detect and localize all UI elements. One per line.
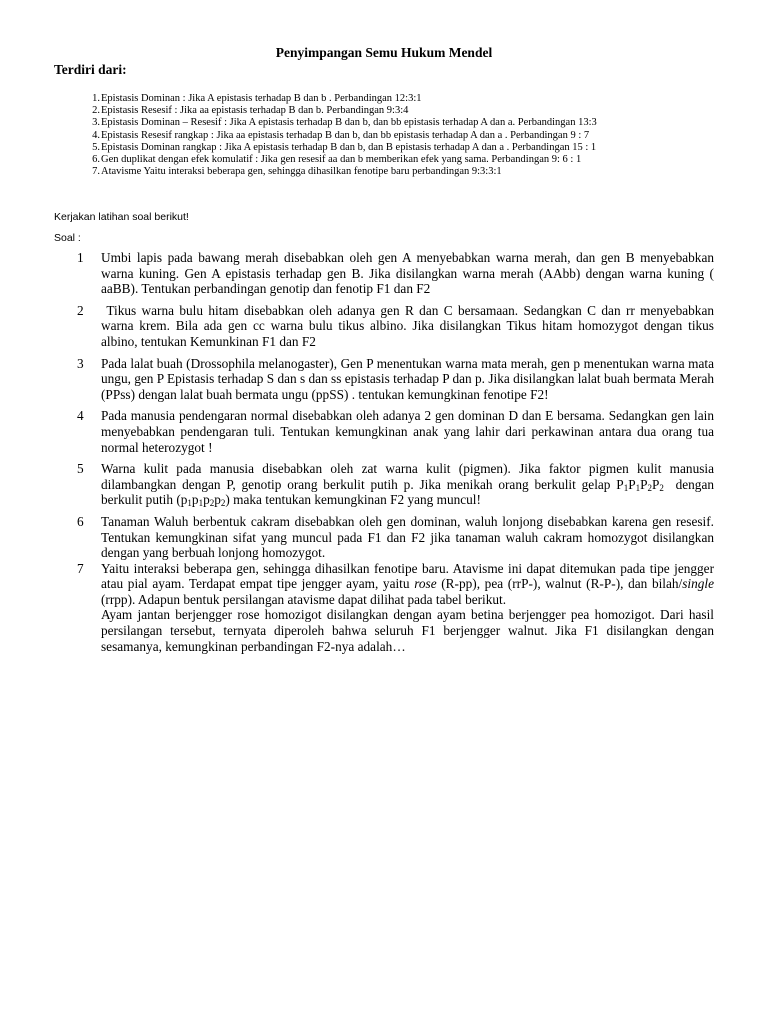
- list-item: 4. Epistasis Resesif rangkap : Jika aa epistasis terhadap B dan b, dan bb epistasis terhadap A dan a . Perbandingan 9 : 7: [54, 130, 714, 142]
- question-text: Tanaman Waluh berbentuk cakram disebabkan oleh gen dominan, waluh lonjong disebabkan karena gen resesif. Tentukan kemungkinan sifat yang muncul pada F1 dan F2 jika tanaman waluh cakram homozygot disilangkan dengan yang berbuah lonjong homozygot.: [101, 513, 714, 561]
- question-item: [54, 408, 714, 455]
- question-text: Pada manusia pendengaran normal disebabkan oleh adanya 2 gen dominan D dan E bersama. Sedangkan gen lain menyebabkan pendengaran tuli. Tentukan kemungkinan anak yang lahir dari perkawinan antara dua orang tua normal heterozygot !: [101, 408, 714, 455]
- question-paragraph: Yaitu interaksi beberapa gen, sehingga dihasilkan fenotipe baru. Atavisme ini dapat ditemukan pada tipe jengger atau pial ayam. Terdapat empat tipe jengger ayam, yaitu rose (R-pp), pea (rrP-), walnut (R-P-), dan bilah/single (rrpp). Adapun bentuk persilangan atavisme dapat dilihat pada tabel berikut.: [101, 560, 714, 607]
- list-item: 7. Atavisme Yaitu interaksi beberapa gen, sehingga dihasilkan fenotipe baru perbandingan 9:3:3:1: [54, 166, 714, 178]
- question-text: [101, 561, 714, 655]
- instruction-text: Kerjakan latihan soal berikut!: [54, 211, 189, 223]
- question-item: [54, 461, 718, 509]
- question-list: [54, 250, 718, 660]
- question-number: 3: [77, 355, 84, 371]
- question-text: Warna kulit pada manusia disebabkan oleh zat warna kulit (pigmen). Jika faktor pigmen kulit manusia dilambangkan dengan P, genotip orang berkulit putih p. Jika menikah orang berkulit gelap $P_1P_1P_2P_2$ dengan berkulit putih $(p_1p_1p_2p_2)$ maka tentukan kemungkinan F2 yang muncul!: [101, 461, 718, 509]
- question-number: 5: [77, 461, 84, 477]
- definition-text: Atavisme Yaitu interaksi beberapa gen, sehingga dihasilkan fenotipe baru perbandingan 9:3:3:1: [101, 166, 502, 178]
- definition-list: [54, 93, 714, 178]
- definition-text: Epistasis Resesif rangkap : Jika aa epistasis terhadap B dan b, dan bb epistasis terhadap A dan a . Perbandingan 9 : 7: [101, 129, 590, 141]
- question-number: 7: [77, 560, 84, 576]
- question-number: 1: [77, 250, 84, 265]
- definition-text: Epistasis Dominan rangkap : Jika A epistasis terhadap B dan b, dan B epistasis terhadap A dan a . Perbandingan 15 : 1: [101, 141, 597, 153]
- question-item: [54, 356, 714, 403]
- definition-text: Epistasis Dominan – Resesif : Jika A epistasis terhadap B dan b, dan bb epistasis terhadap A dan a. Perbandingan 13:3: [101, 117, 597, 129]
- question-item: [54, 514, 714, 561]
- page-title: Penyimpangan Semu Hukum Mendel: [275, 45, 493, 60]
- question-text: Umbi lapis pada bawang merah disebabkan oleh gen A menyebabkan warna merah, dan gen B menyebabkan warna kuning. Gen A epistasis terhadap gen B. Jika disilangkan warna merah (AAbb) dengan warna kuning ( aaBB). Tentukan perbandingan genotip dan fenotip F1 dan F2: [101, 250, 714, 297]
- section-subtitle: Terdiri dari:: [54, 62, 127, 77]
- list-item: 3. Epistasis Dominan – Resesif : Jika A epistasis terhadap B dan b, dan bb epistasis terhadap A dan a. Perbandingan 13:3: [54, 117, 714, 129]
- definition-text: Epistasis Resesif : Jika aa epistasis terhadap B dan b. Perbandingan 9:3:4: [101, 105, 409, 117]
- question-number: 4: [77, 408, 84, 424]
- soal-label: Soal :: [54, 232, 81, 244]
- question-text: Tikus warna bulu hitam disebabkan oleh adanya gen R dan C bersamaan. Sedangkan C dan rr menyebabkan warna krem. Bila ada gen cc warna bulu tikus albino. Jika disilangkan Tikus hitam homozygot dengan tikus albino, tentukan Kemunkinan F1 dan F2: [101, 302, 718, 349]
- list-item: 2. Epistasis Resesif : Jika aa epistasis terhadap B dan b. Perbandingan 9:3:4: [54, 105, 714, 117]
- definition-text: Epistasis Dominan : Jika A epistasis terhadap B dan b . Perbandingan 12:3:1: [101, 93, 422, 104]
- list-item: 6. Gen duplikat dengan efek komulatif : Jika gen resesif aa dan b memberikan efek yang sama. Perbandingan 9: 6 : 1: [54, 154, 714, 166]
- question-item: [54, 561, 714, 655]
- question-number: 6: [77, 513, 84, 529]
- question-text: Pada lalat buah (Drossophila melanogaster), Gen P menentukan warna mata merah, gen p menentukan warna mata ungu, gen P Epistasis terhadap S dan s dan ss epistasis terhadap P dan p. Jika disilangkan lalat buah bermata Merah (PPss) dengan lalat buah bermata ungu (ppSS) . tentukan kemungkinan fenotipe F2!: [101, 355, 714, 402]
- question-item: [54, 250, 714, 297]
- question-item: [54, 302, 718, 350]
- question-number: 2: [77, 302, 84, 318]
- list-item: 1. Epistasis Dominan : Jika A epistasis terhadap B dan b . Perbandingan 12:3:1: [54, 93, 714, 105]
- list-item: 5. Epistasis Dominan rangkap : Jika A epistasis terhadap B dan b, dan B epistasis terhadap A dan a . Perbandingan 15 : 1: [54, 142, 714, 154]
- question-paragraph: Ayam jantan berjengger rose homozigot disilangkan dengan ayam betina berjengger pea homozigot. Dari hasil persilangan tersebut, ternyata diperoleh bahwa seluruh F1 berjengger walnut. Jika F1 disilangkan dengan sesamanya, kemungkinan perbandingan F2-nya adalah…: [101, 607, 714, 654]
- definition-text: Gen duplikat dengan efek komulatif : Jika gen resesif aa dan b memberikan efek yang sama. Perbandingan 9: 6 : 1: [101, 154, 582, 166]
